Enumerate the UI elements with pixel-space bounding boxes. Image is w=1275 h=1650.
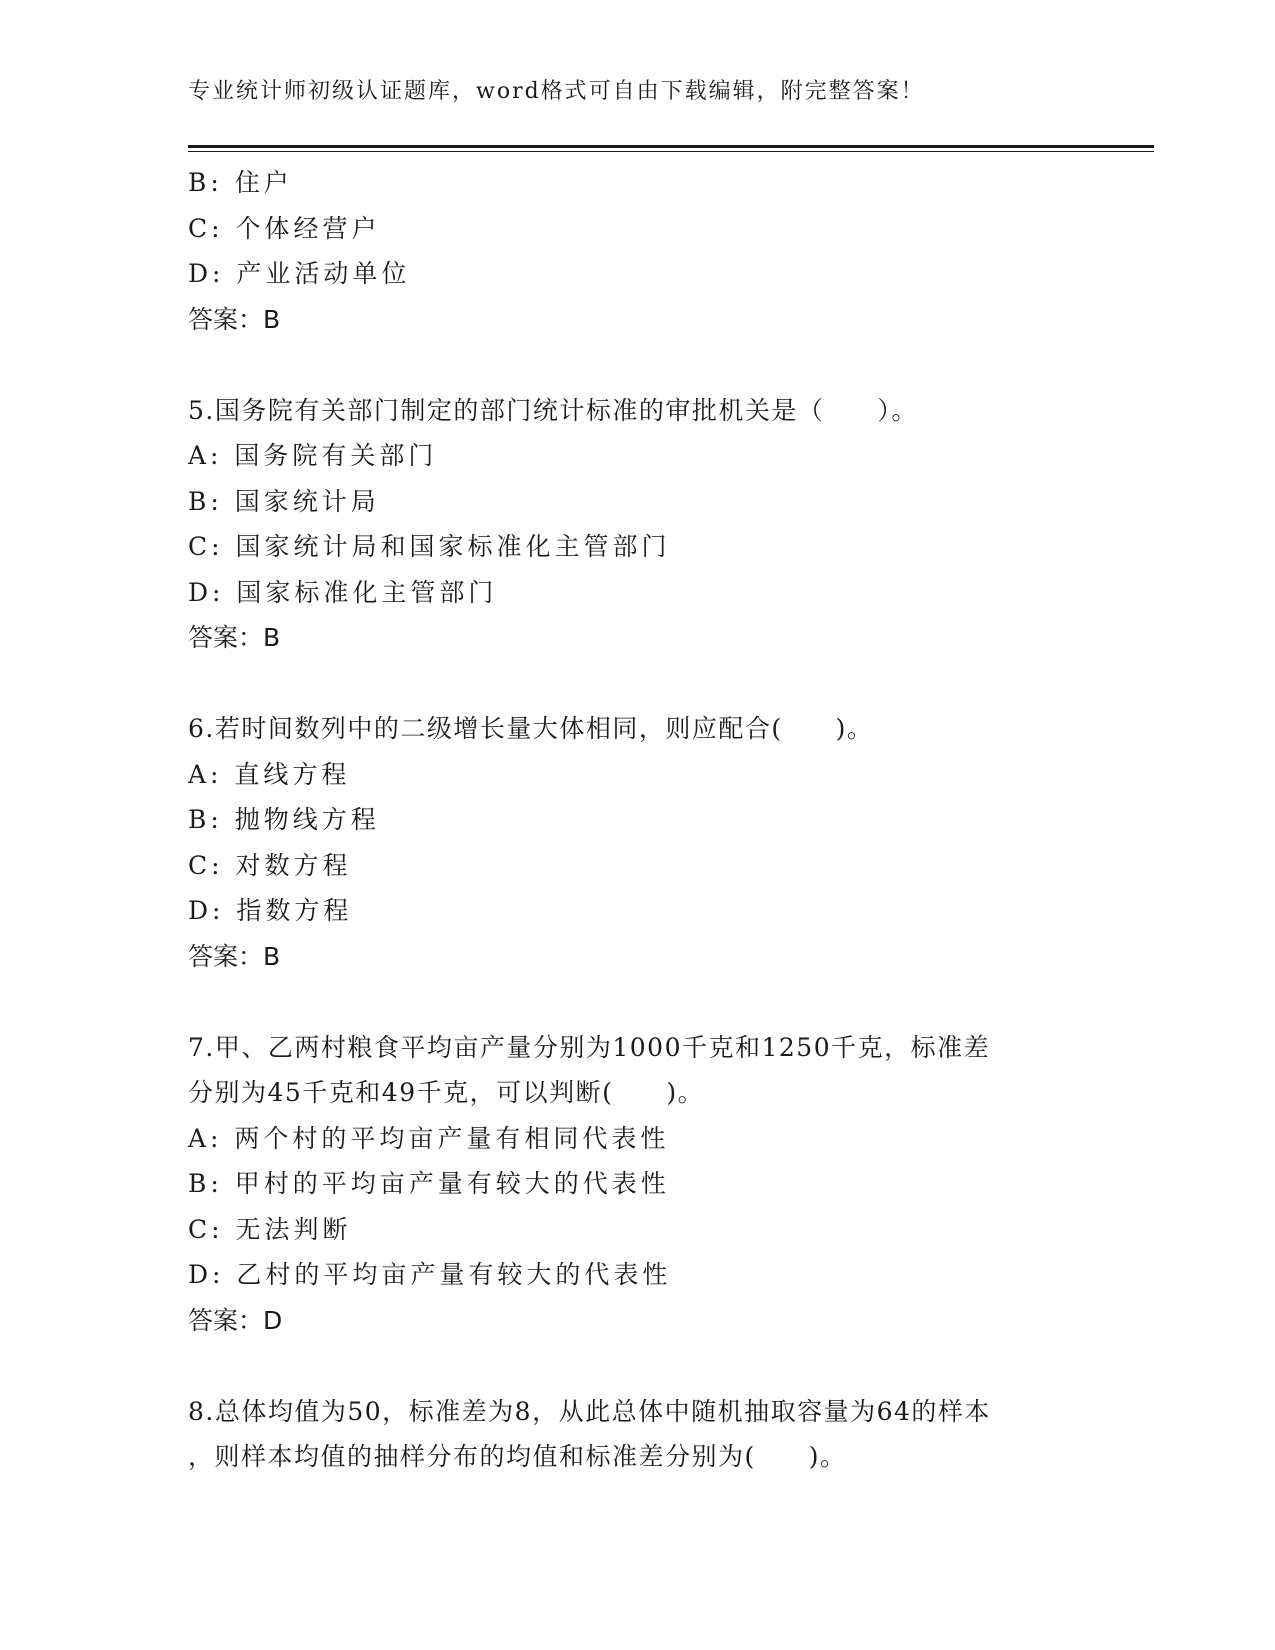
question-stem: 5.国务院有关部门制定的部门统计标准的审批机关是（ ）。 <box>188 395 918 425</box>
question-5 <box>188 388 1088 661</box>
option-a: A: 两个村的平均亩产量有相同代表性 <box>188 1123 670 1153</box>
option-b: B: 抛物线方程 <box>188 805 380 834</box>
question-stem-line-2: ，则样本均值的抽样分布的均值和标准差分别为( )。 <box>188 1442 847 1471</box>
question-7 <box>188 1025 1088 1344</box>
answer: 答案：B <box>188 623 281 652</box>
option-c: C: 对数方程 <box>188 850 352 880</box>
option-d: D: 国家标准化主管部门 <box>188 577 498 607</box>
option-b: B: 国家统计局 <box>188 486 380 516</box>
answer: 答案：B <box>188 941 281 971</box>
answer: 答案：B <box>188 304 281 334</box>
question-4-continued <box>188 160 1088 342</box>
option-c: C: 个体经营户 <box>188 213 381 243</box>
question-stem-line-1: 8.总体均值为50，标准差为8，从此总体中随机抽取容量为64的样本 <box>188 1396 991 1426</box>
option-d: D: 乙村的平均亩产量有较大的代表性 <box>188 1260 672 1289</box>
option-c: C: 国家统计局和国家标准化主管部门 <box>188 532 671 561</box>
answer: 答案：D <box>188 1305 283 1335</box>
page-header: 专业统计师初级认证题库，word格式可自由下载编辑，附完整答案！ <box>188 79 925 104</box>
option-b: B: 甲村的平均亩产量有较大的代表性 <box>188 1169 670 1198</box>
option-a: A: 直线方程 <box>188 759 351 789</box>
question-content <box>188 160 1088 1480</box>
option-d: D: 指数方程 <box>188 896 353 925</box>
question-stem-line-1: 7.甲、乙两村粮食平均亩产量分别为1000千克和1250千克，标准差 <box>188 1032 991 1062</box>
question-stem-line-2: 分别为45千克和49千克，可以判断( )。 <box>188 1078 705 1107</box>
option-b: B: 住户 <box>188 168 293 197</box>
question-8 <box>188 1389 1088 1480</box>
question-6 <box>188 706 1088 979</box>
option-c: C: 无法判断 <box>188 1214 352 1244</box>
option-d: D: 产业活动单位 <box>188 259 411 288</box>
question-stem: 6.若时间数列中的二级增长量大体相同，则应配合( )。 <box>188 714 874 743</box>
header-rule-thick <box>188 145 1154 148</box>
option-a: A: 国务院有关部门 <box>188 441 438 470</box>
header-rule-thin <box>188 151 1154 152</box>
